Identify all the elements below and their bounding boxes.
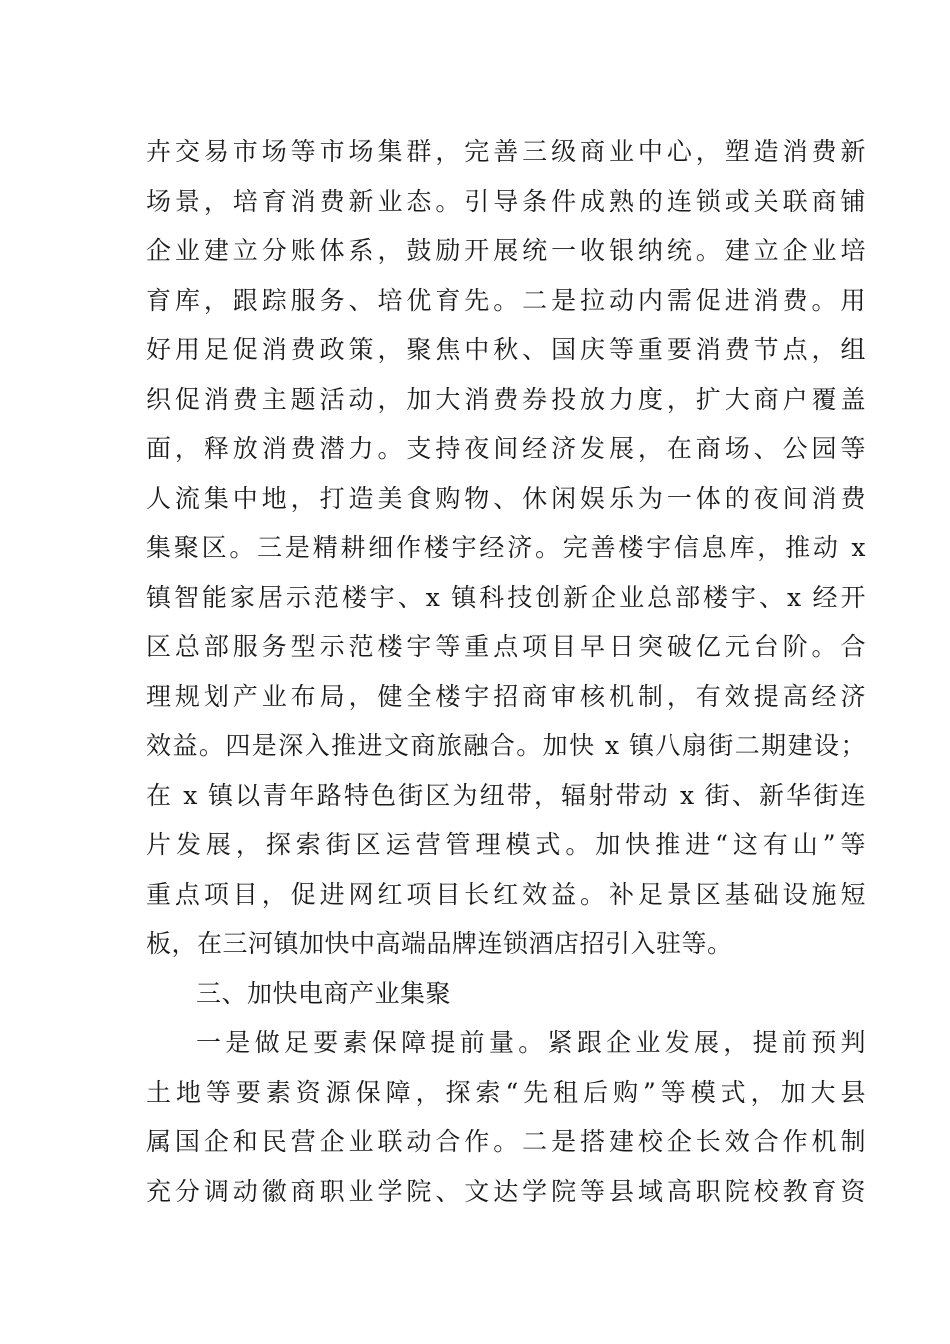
text-line: 在 x 镇以青年路特色街区为纽带，辐射带动 x 街、新华街连 — [146, 780, 866, 810]
section-heading: 三、加快电商产业集聚 — [196, 978, 452, 1008]
text-line: 育库，跟踪服务、培优育先。二是拉动内需促进消费。用 — [146, 285, 866, 315]
paragraph-1 — [146, 127, 866, 969]
text-line: 镇智能家居示范楼宇、x 镇科技创新企业总部楼宇、x 经开 — [146, 582, 866, 612]
text-line: 好用足促消费政策，聚焦中秋、国庆等重要消费节点，组 — [146, 335, 866, 364]
text-line: 集聚区。三是精耕细作楼宇经济。完善楼宇信息库，推动 x — [146, 533, 866, 562]
text-line: 重点项目，促进网红项目长红效益。补足景区基础设施短 — [146, 879, 866, 909]
text-line: 场景，培育消费新业态。引导条件成熟的连锁或关联商铺 — [146, 186, 866, 216]
text-line: 卉交易市场等市场集群，完善三级商业中心，塑造消费新 — [146, 137, 866, 166]
text-line: 理规划产业布局，健全楼宇招商审核机制，有效提高经济 — [146, 681, 866, 711]
text-line: 人流集中地，打造美食购物、休闲娱乐为一体的夜间消费 — [146, 483, 866, 513]
text-line: 效益。四是深入推进文商旅融合。加快 x 镇八扇街二期建设； — [146, 731, 866, 760]
text-line: 一是做足要素保障提前量。紧跟企业发展，提前预判 — [196, 1028, 866, 1057]
text-line: 面，释放消费潜力。支持夜间经济发展，在商场、公园等 — [146, 434, 866, 463]
text-line: 属国企和民营企业联动合作。二是搭建校企长效合作机制 — [146, 1127, 866, 1156]
text-line: 企业建立分账体系，鼓励开展统一收银纳统。建立企业培 — [146, 236, 866, 265]
text-line: 织促消费主题活动，加大消费券投放力度，扩大商户覆盖 — [146, 384, 866, 414]
text-line: 土地等要素资源保障，探索“先租后购”等模式，加大县 — [146, 1077, 866, 1107]
text-line: 区总部服务型示范楼宇等重点项目早日突破亿元台阶。合 — [146, 632, 866, 661]
document-body — [146, 127, 866, 1216]
text-line: 板，在三河镇加快中高端品牌连锁酒店招引入驻等。 — [146, 929, 733, 958]
text-line: 片发展，探索街区运营管理模式。加快推进“这有山”等 — [146, 830, 866, 859]
paragraph-2 — [146, 1018, 866, 1216]
text-line: 充分调动徽商职业学院、文达学院等县域高职院校教育资 — [146, 1176, 866, 1206]
